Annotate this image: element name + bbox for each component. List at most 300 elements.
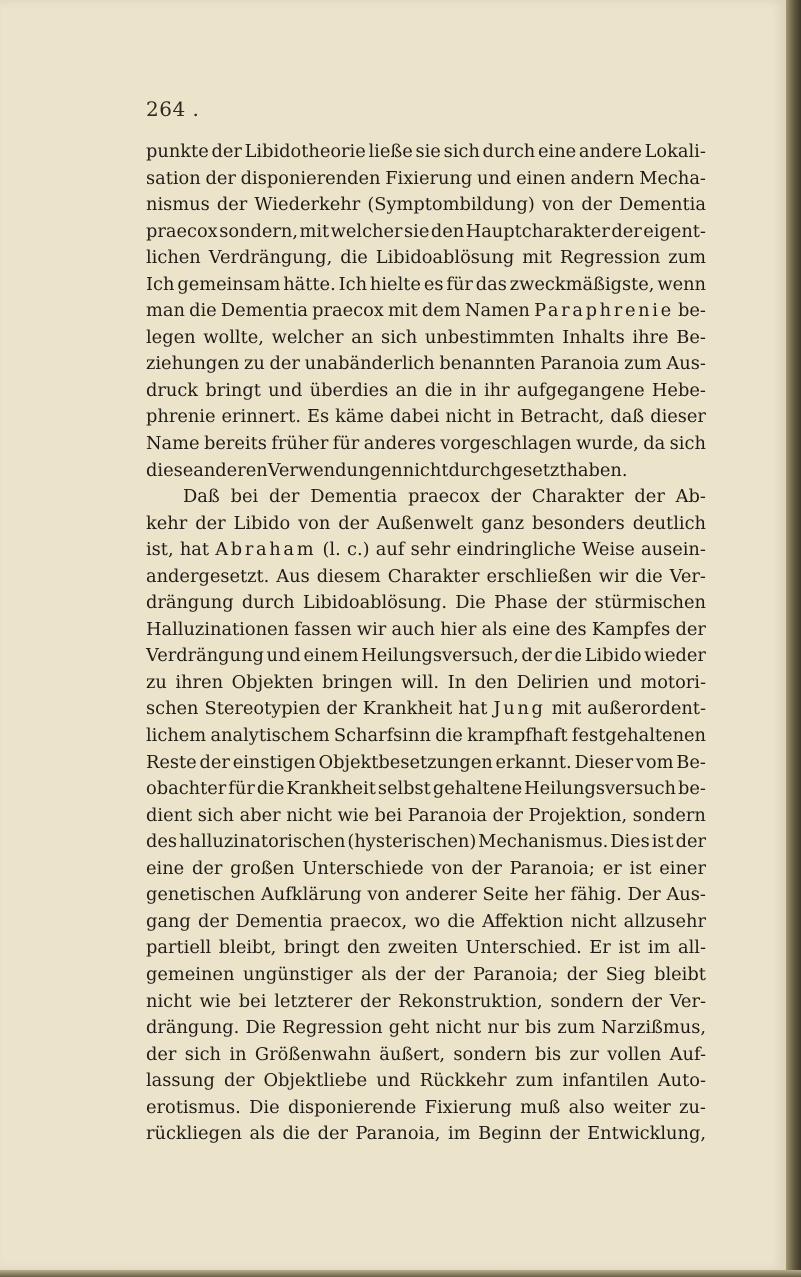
word: Libido (233, 512, 291, 534)
word: ließe (368, 141, 413, 162)
word: anderen (193, 459, 268, 481)
word: einstigen (232, 751, 316, 773)
word: Es (306, 406, 330, 428)
text-line (146, 245, 706, 272)
word: ziehungen (146, 353, 240, 375)
word: bei (230, 486, 259, 508)
word: diese (146, 459, 194, 481)
word: nur (487, 1017, 519, 1039)
word: Aus- (666, 884, 706, 906)
word: Weise (582, 539, 635, 561)
word: an (395, 379, 418, 401)
text-line (146, 511, 706, 538)
word: bringen (322, 671, 393, 693)
word: sich (669, 433, 706, 455)
word: den (474, 671, 508, 693)
word: Jung (493, 698, 546, 720)
word: allzusehr (623, 910, 706, 932)
word: druck (146, 379, 199, 401)
word: benannten (439, 353, 536, 375)
word: Stereotypien (204, 698, 321, 720)
word: daß (610, 406, 645, 428)
word: In (447, 671, 467, 693)
word: deutlich (632, 512, 706, 534)
word: Name (146, 433, 200, 455)
word: Dementia (235, 910, 323, 932)
word: drängung (146, 592, 234, 614)
word: Lokali- (644, 141, 706, 162)
word: Unterschied. (465, 937, 582, 959)
word: von (367, 884, 400, 906)
word: die (189, 300, 217, 322)
word: mit (522, 247, 552, 269)
word: der (269, 353, 300, 375)
word: der (205, 167, 236, 189)
text-line (146, 378, 706, 405)
word: Aus (276, 565, 310, 587)
text-line (146, 325, 706, 352)
word: der (199, 751, 230, 773)
word: sich (443, 141, 480, 162)
word: Heilungsversuch, (361, 645, 519, 667)
word: als (249, 1123, 275, 1145)
word: der (634, 486, 665, 508)
word: bei (374, 804, 403, 826)
word: infantilen (562, 1070, 649, 1092)
word: für (446, 273, 473, 295)
word: die (424, 379, 453, 401)
word: lichem (146, 725, 207, 747)
word: an (351, 326, 374, 348)
word: der (433, 963, 465, 985)
word: der (675, 618, 706, 640)
word: zweckmäßigste, (509, 273, 655, 295)
word: lichen (146, 247, 201, 269)
word: anderes (363, 433, 436, 455)
word: ausein- (641, 539, 706, 561)
word: durch (241, 592, 295, 614)
word: der (566, 963, 598, 985)
word: Paranoia (540, 353, 620, 375)
word: äußert, (379, 1043, 446, 1065)
word: zum (557, 1017, 596, 1039)
word: c.) (346, 539, 370, 561)
word: Seite (482, 884, 529, 906)
word: Hauptcharakter (465, 220, 610, 242)
text-line (146, 962, 706, 989)
word: der (492, 804, 523, 826)
word: mit (388, 300, 418, 322)
word: nicht (286, 804, 332, 826)
word: der (317, 1123, 348, 1145)
word: welcher (330, 220, 403, 242)
word: bleibt (654, 963, 706, 985)
word: in (497, 406, 515, 428)
word: zum (624, 353, 662, 375)
text-line (146, 139, 706, 166)
word: genetischen (146, 884, 256, 906)
text-line (146, 829, 706, 856)
word: Be- (676, 751, 706, 773)
word: fähig. (570, 884, 622, 906)
text-line (146, 909, 706, 936)
word: Auf- (669, 1043, 706, 1065)
word: die (554, 645, 583, 667)
word: früher (271, 433, 329, 455)
word: eine (537, 141, 577, 162)
word: dieser (650, 406, 706, 428)
word: sondern (632, 804, 706, 826)
page-edge-bottom (0, 1270, 801, 1277)
text-line (146, 1095, 706, 1122)
word: phrenie (146, 406, 216, 428)
body-text (146, 139, 706, 1148)
word: der (395, 963, 426, 985)
word: überdies (309, 379, 389, 401)
word: Namen (464, 300, 530, 322)
word: dient (146, 804, 193, 826)
word: praecox, (329, 910, 408, 932)
text-line (146, 989, 706, 1016)
word: letzterer (274, 990, 353, 1012)
word: zur (569, 1043, 599, 1065)
word: der (549, 1123, 580, 1145)
word: Reste (146, 751, 197, 773)
word: nismus (146, 194, 210, 216)
word: wenn (657, 273, 706, 295)
word: eine (512, 618, 551, 640)
word: anderer (405, 884, 477, 906)
word: sehr (410, 539, 451, 561)
word: für (228, 778, 255, 800)
word: der (211, 141, 242, 162)
word: krampfhaft (467, 725, 568, 747)
word: Größenwahn (254, 1043, 371, 1065)
word: motori- (640, 671, 706, 693)
word: rückliegen (146, 1123, 242, 1145)
word: Ver- (669, 990, 706, 1012)
text-line (146, 351, 706, 378)
word: also (568, 1096, 605, 1118)
word: eindringliche (456, 539, 576, 561)
word: der (581, 194, 612, 216)
word: der (326, 698, 357, 720)
word: er (602, 857, 622, 879)
word: sie (404, 220, 430, 242)
word: es (423, 273, 444, 295)
word: die (340, 247, 368, 269)
word: außerordent- (587, 698, 706, 720)
word: der (146, 1043, 177, 1065)
word: Krankheit (362, 698, 453, 720)
word: Außenwelt (376, 512, 474, 534)
word: Mecha- (639, 167, 706, 189)
word: Die (249, 1096, 280, 1118)
word: Dieser (574, 751, 634, 773)
word: der (216, 194, 248, 216)
word: Fixierung (385, 167, 473, 189)
word: bis (534, 1043, 562, 1065)
word: nicht (435, 1017, 482, 1039)
word: Affektion (482, 910, 564, 932)
word: praecox (312, 300, 384, 322)
word: sich (380, 326, 418, 348)
word: Ich (146, 273, 175, 295)
word: ist, (146, 539, 174, 561)
word: erinnert. (221, 406, 301, 428)
word: sich (184, 1043, 222, 1065)
word: im (448, 1123, 471, 1145)
word: Krankheit (286, 778, 376, 800)
word: Der (627, 884, 661, 906)
word: sich (197, 804, 235, 826)
word: das (475, 273, 507, 295)
word: gang (146, 910, 191, 932)
text-line (146, 882, 706, 909)
word: durch (482, 141, 536, 162)
word: sondern, (219, 220, 298, 242)
word: Daß (183, 486, 220, 508)
word: mit (299, 220, 330, 242)
word: wir (356, 618, 387, 640)
word: Libido (584, 645, 642, 667)
word: man (146, 300, 185, 322)
text-line (146, 484, 706, 511)
word: der (338, 512, 369, 534)
word: aber (239, 804, 281, 826)
word: andern (570, 167, 635, 189)
word: kehr (146, 512, 188, 534)
word: Entwicklung, (587, 1123, 706, 1145)
word: die (635, 565, 663, 587)
text-line (146, 458, 706, 485)
word: gehaltene (432, 778, 523, 800)
text-line (146, 723, 706, 750)
word: Paranoia (407, 804, 487, 826)
text-line (146, 298, 706, 325)
word: der (223, 1070, 255, 1092)
word: mit (551, 698, 582, 720)
word: ihre (632, 326, 669, 348)
word: nicht (402, 459, 449, 481)
word: partiell (146, 937, 212, 959)
word: des (146, 831, 178, 853)
word: Projektion, (528, 804, 628, 826)
text-line (146, 166, 706, 193)
word: den (346, 937, 381, 959)
word: wurde, (576, 433, 639, 455)
word: Objektbesetzungen (318, 751, 493, 773)
word: punkte (146, 141, 209, 162)
word: (Symptombildung) (367, 194, 535, 216)
word: unabänderlich (304, 353, 435, 375)
word: der (191, 857, 223, 879)
word: Dies (610, 831, 650, 853)
text-line (146, 272, 706, 299)
word: sondern (550, 990, 624, 1012)
word: ist (651, 831, 674, 853)
word: Ver- (669, 565, 706, 587)
word: und (597, 671, 632, 693)
word: der (521, 645, 552, 667)
word: durchgesetzt (448, 459, 567, 481)
word: ganz (481, 512, 525, 534)
word: Objektliebe (263, 1070, 368, 1092)
word: und (376, 1070, 411, 1092)
word: der (471, 857, 502, 879)
word: Rückkehr (419, 1070, 507, 1092)
word: dabei (389, 406, 440, 428)
word: wir (598, 565, 629, 587)
word: und (268, 379, 303, 401)
word: ihr (483, 379, 510, 401)
word: dem (421, 300, 461, 322)
word: nicht (146, 990, 192, 1012)
word: hat (458, 698, 488, 720)
word: im (647, 937, 671, 959)
word: der (675, 831, 706, 853)
word: Paranoia; (509, 857, 595, 879)
word: selbst (377, 778, 431, 800)
word: praecox (408, 486, 480, 508)
word: Verdrängung, (208, 247, 333, 269)
word: weiter (613, 1096, 671, 1118)
word: von (431, 857, 464, 879)
word: des (555, 618, 587, 640)
word: der (490, 486, 522, 508)
word: wollte, (203, 326, 264, 348)
word: (l. (322, 539, 341, 561)
word: einer (659, 857, 706, 879)
text-line (146, 1042, 706, 1069)
word: Er (589, 937, 611, 959)
word: Objekten (231, 671, 314, 693)
word: drängung. (146, 1017, 240, 1039)
word: Charakter (531, 486, 624, 508)
word: ungünstiger (242, 963, 353, 985)
word: diesem (316, 565, 381, 587)
word: be- (678, 778, 706, 800)
word: Heilungsversuch (524, 778, 677, 800)
word: einem (303, 645, 359, 667)
word: bringt (283, 937, 340, 959)
page-number: 264 . (146, 97, 200, 121)
word: auch (391, 618, 435, 640)
word: Dementia (220, 300, 308, 322)
word: Libidoablösung (375, 247, 515, 269)
word: eigent- (643, 220, 706, 242)
word: nicht (445, 406, 492, 428)
word: Dementia (310, 486, 398, 508)
word: Aufklärung (260, 884, 362, 906)
word: bringt (205, 379, 261, 401)
word: disponierenden (240, 167, 381, 189)
text-line (146, 564, 706, 591)
text-line (146, 617, 706, 644)
word: Libidotheorie (244, 141, 366, 162)
word: wie (199, 990, 231, 1012)
text-line (146, 1068, 706, 1095)
word: legen (146, 326, 196, 348)
word: Die (455, 592, 486, 614)
word: analytischem (210, 725, 330, 747)
word: andergesetzt. (146, 565, 270, 587)
word: Hebe- (651, 379, 706, 401)
word: Dementia (618, 194, 706, 216)
word: sondern (453, 1043, 527, 1065)
word: von (298, 512, 331, 534)
text-line (146, 192, 706, 219)
word: gemeinen (146, 963, 235, 985)
word: der (359, 990, 391, 1012)
word: halluzinatorischen (178, 831, 346, 853)
word: lassung (146, 1070, 215, 1092)
word: von (541, 194, 575, 216)
word: haben. (566, 459, 628, 481)
word: der (197, 910, 229, 932)
word: als (361, 963, 387, 985)
word: und (477, 167, 512, 189)
word: will. (401, 671, 439, 693)
word: disponierende (287, 1096, 417, 1118)
word: erotismus. (146, 1096, 241, 1118)
word: vom (635, 751, 674, 773)
word: erkannt. (495, 751, 572, 773)
word: nicht (570, 910, 617, 932)
word: hätte. (283, 273, 336, 295)
word: zum (668, 247, 706, 269)
word: Be- (676, 326, 706, 348)
word: der (195, 512, 226, 534)
text-line (146, 219, 706, 246)
word: in (459, 379, 477, 401)
word: Rekonstruktion, (398, 990, 543, 1012)
word: wieder (644, 645, 706, 667)
word: Charakter (387, 565, 480, 587)
text-line (146, 1121, 706, 1148)
text-line (146, 404, 706, 431)
word: Auto- (657, 1070, 706, 1092)
word: muß (520, 1096, 561, 1118)
word: bleibt, (218, 937, 277, 959)
word: Paranoia, (355, 1123, 441, 1145)
word: Aus- (666, 353, 706, 375)
word: zweiten (387, 937, 458, 959)
page-edge-right (786, 0, 801, 1277)
word: fassen (294, 618, 352, 640)
word: aufgegangene (516, 379, 645, 401)
word: Regression (282, 1017, 383, 1039)
word: Halluzinationen (146, 618, 290, 640)
word: sie (415, 141, 441, 162)
word: vorgeschlagen (440, 433, 572, 455)
word: festgehaltenen (571, 725, 706, 747)
word: als (481, 618, 508, 640)
word: gemeinsam (177, 273, 281, 295)
text-line (146, 670, 706, 697)
word: zum (515, 1070, 554, 1092)
word: zu- (679, 1096, 706, 1118)
word: Ab- (675, 486, 706, 508)
word: Mechanismus. (478, 831, 609, 853)
word: bis (525, 1017, 552, 1039)
word: großen (230, 857, 295, 879)
word: besonders (532, 512, 625, 534)
word: hielte (369, 273, 421, 295)
text-line (146, 776, 706, 803)
word: einen (516, 167, 566, 189)
text-line (146, 1015, 706, 1042)
